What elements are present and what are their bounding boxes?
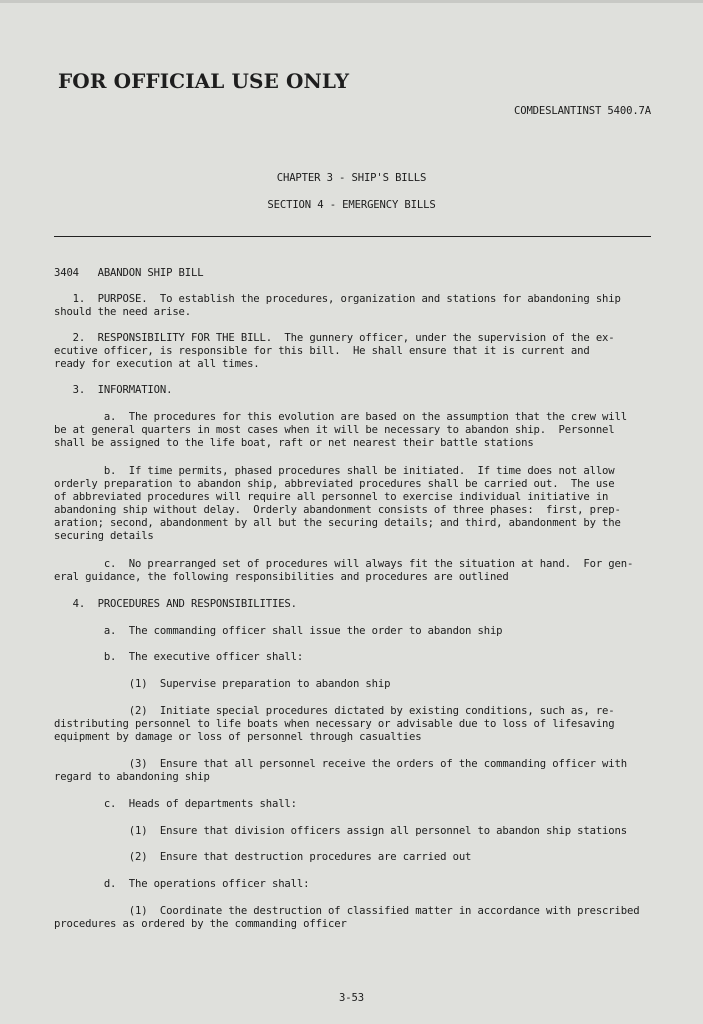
paragraph-purpose: 1. PURPOSE. To establish the procedures, organization and stations for abandoning ship should the need arise. xyxy=(54,293,621,318)
paragraph-procedures-b3: (3) Ensure that all personnel receive the orders of the commanding officer with regard to abandoning ship xyxy=(54,758,627,783)
paragraph-responsibility: 2. RESPONSIBILITY FOR THE BILL. The gunnery officer, under the supervision of the ex- ecutive officer, is responsible for this bill. He shall ensure that it is current and ready for execution at all times. xyxy=(54,332,615,370)
paragraph-procedures-b: b. The executive officer shall: xyxy=(54,651,304,663)
paragraph-procedures-b1: (1) Supervise preparation to abandon ship xyxy=(54,678,391,690)
bill-title: 3404 ABANDON SHIP BILL xyxy=(54,267,204,279)
paragraph-procedures: 4. PROCEDURES AND RESPONSIBILITIES. xyxy=(54,598,297,610)
paragraph-procedures-c1: (1) Ensure that division officers assign all personnel to abandon ship stations xyxy=(54,825,627,837)
paragraph-procedures-b2: (2) Initiate special procedures dictated by existing conditions, such as, re- distributing personnel to life boats when necessary or advisable due to loss of lifesaving equipment by damage or loss of personnel through casualties xyxy=(54,705,615,743)
security-marking: FOR OFFICIAL USE ONLY xyxy=(58,69,350,93)
paragraph-information-c: c. No prearranged set of procedures will always fit the situation at hand. For gen- eral guidance, the following responsibilities and procedures are outlined xyxy=(54,558,634,583)
paragraph-procedures-c2: (2) Ensure that destruction procedures are carried out xyxy=(54,851,472,863)
paragraph-procedures-a: a. The commanding officer shall issue the order to abandon ship xyxy=(54,625,503,637)
paragraph-information: 3. INFORMATION. xyxy=(54,384,173,396)
section-heading: SECTION 4 - EMERGENCY BILLS xyxy=(267,199,436,211)
instruction-number: COMDESLANTINST 5400.7A xyxy=(513,105,651,117)
header-divider xyxy=(54,236,651,237)
paragraph-information-b: b. If time permits, phased procedures shall be initiated. If time does not allow orderly preparation to abandon ship, abbreviated procedures shall be carried out. The use of abbreviated procedures will require all personnel to exercise individual initiative in abandoning ship without delay. Orderly abandonment consists of three phases: first, prep- aration; second, abandonment by all but the securing details; and third, abandonment by the securing details xyxy=(54,465,621,542)
page-number: 3-53 xyxy=(339,992,364,1004)
paragraph-procedures-c: c. Heads of departments shall: xyxy=(54,798,297,810)
paragraph-information-a: a. The procedures for this evolution are based on the assumption that the crew will be at general quarters in most cases when it will be necessary to abandon ship. Personnel shall be assigned to the life boat, raft or net nearest their battle stations xyxy=(54,411,627,449)
paragraph-procedures-d1: (1) Coordinate the destruction of classified matter in accordance with prescribed procedures as ordered by the commanding officer xyxy=(54,905,640,930)
chapter-heading: CHAPTER 3 - SHIP'S BILLS xyxy=(276,172,427,184)
paragraph-procedures-d: d. The operations officer shall: xyxy=(54,878,310,890)
